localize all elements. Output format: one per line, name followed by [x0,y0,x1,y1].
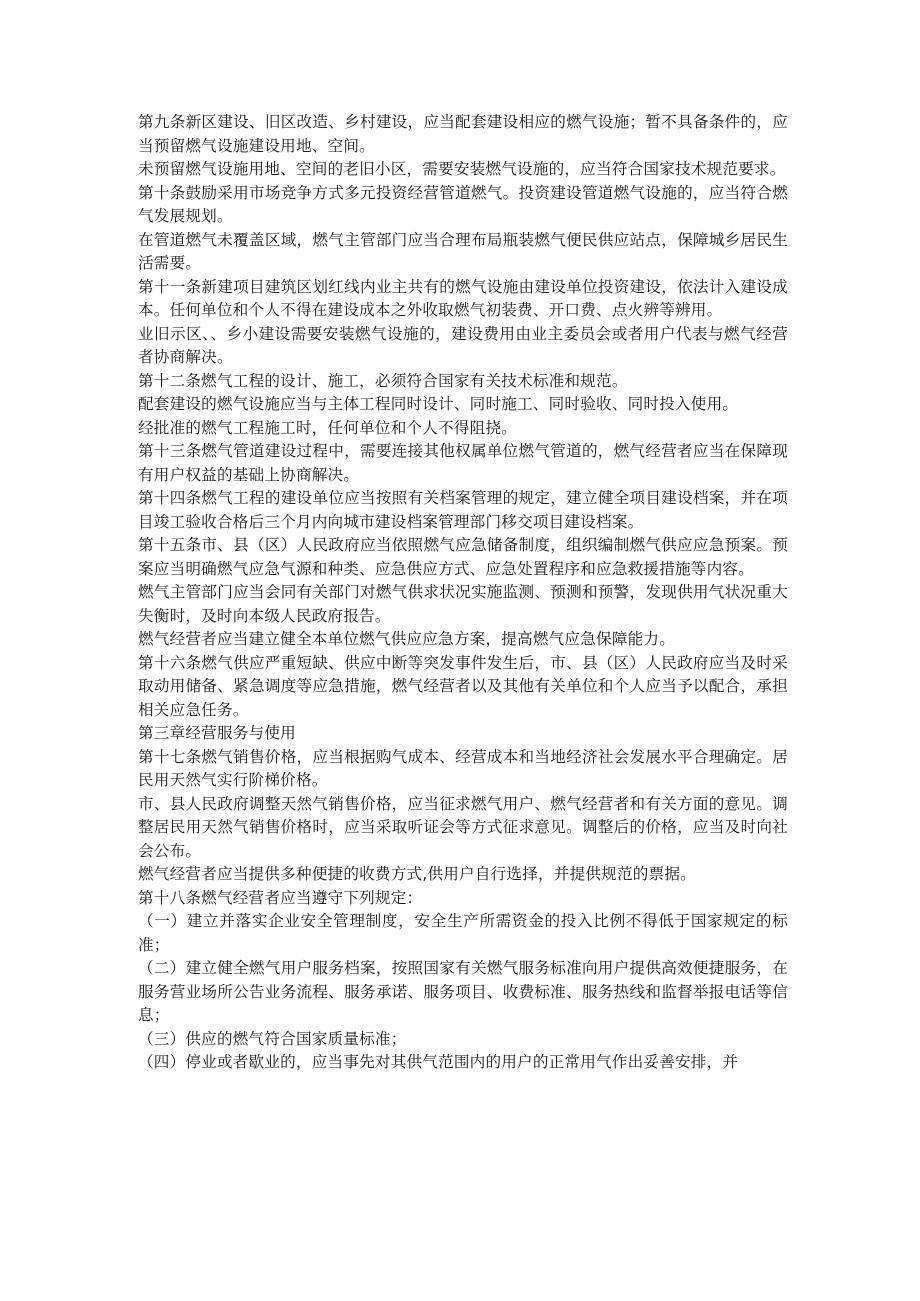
list-item-1: （一）建立并落实企业安全管理制度，安全生产所需资金的投入比例不得低于国家规定的标准； [138,912,788,954]
paragraph-price-adjustment: 市、县人民政府调整天然气销售价格，应当征求燃气用户、燃气经营者和有关方面的意见。调整居民用天然气销售价格时，应当采取听证会等方式征求意见。调整后的价格，应当及时向社会公布。 [138,794,788,860]
paragraph-article-17: 第十七条燃气销售价格，应当根据购气成本、经营成本和当地经济社会发展水平合理确定。居民用天然气实行阶梯价格。 [138,747,788,789]
paragraph-no-obstruction: 经批准的燃气工程施工时，任何单位和个人不得阻挠。 [138,418,518,437]
paragraph-bottled-gas: 在管道燃气未覆盖区域，燃气主管部门应当合理布局瓶装燃气便民供应站点，保障城乡居民生活需要。 [138,230,788,272]
paragraph-article-9: 第九条新区建设、旧区改造、乡村建设，应当配套建设相应的燃气设施；暂不具备条件的，应当预留燃气设施建设用地、空间。 [138,113,788,155]
paragraph-construction-fees: 业旧示区、、乡小建设需要安装燃气设施的，建设费用由业主委员会或者用户代表与燃气经营者协商解决。 [138,324,788,366]
paragraph-monitoring: 燃气主管部门应当会同有关部门对燃气供求状况实施监测、预测和预警，发现供用气状况重大失衡时，及时向本级人民政府报告。 [138,583,788,625]
document-body [138,111,788,1075]
paragraph-old-communities: 未预留燃气设施用地、空间的老旧小区，需要安装燃气设施的，应当符合国家技术规范要求。 [138,160,786,178]
paragraph-emergency-plan: 燃气经营者应当建立健全本单位燃气供应应急方案，提高燃气应急保障能力。 [138,630,675,648]
list-item-3: （三）供应的燃气符合国家质量标准； [138,1029,407,1048]
paragraph-article-12: 第十二条燃气工程的设计、施工，必须符合国家有关技术标准和规范。 [138,371,628,390]
paragraph-supporting-facilities: 配套建设的燃气设施应当与主体工程同时设计、同时施工、同时验收、同时投入使用。 [138,395,739,413]
list-item-4: （四）停业或者歇业的，应当事先对其供气范围内的用户的正常用气作出妥善安排，并 [138,1053,739,1071]
paragraph-article-10: 第十条鼓励采用市场竞争方式多元投资经营管道燃气。投资建设管道燃气设施的，应当符合燃气发展规划。 [138,183,788,225]
paragraph-article-14: 第十四条燃气工程的建设单位应当按照有关档案管理的规定，建立健全项目建设档案，并在项目竣工验收合格后三个月内向城市建设档案管理部门移交项目建设档案。 [138,489,788,531]
paragraph-article-15: 第十五条市、县（区）人民政府应当依照燃气应急储备制度，组织编制燃气供应应急预案。预案应当明确燃气应急气源和种类、应急供应方式、应急处置程序和应急救援措施等内容。 [138,536,788,578]
paragraph-article-13: 第十三条燃气管道建设过程中，需要连接其他权属单位燃气管道的，燃气经营者应当在保障现有用户权益的基础上协商解决。 [138,442,788,484]
chapter-heading-3: 第三章经营服务与使用 [138,724,296,742]
paragraph-article-16: 第十六条燃气供应严重短缺、供应中断等突发事件发生后，市、县（区）人民政府应当及时采取动用储备、紧急调度等应急措施，燃气经营者以及其他有关单位和个人应当予以配合，承担相关应急任务。 [138,653,788,719]
paragraph-payment-methods: 燃气经营者应当提供多种便捷的收费方式,供用户自行选择，并提供规范的票据。 [138,865,696,883]
paragraph-article-18: 第十八条燃气经营者应当遵守下列规定： [138,888,423,907]
paragraph-article-11: 第十一条新建项目建筑区划红线内业主共有的燃气设施由建设单位投资建设，依法计入建设成本。任何单位和个人不得在建设成本之外收取燃气初装费、开口费、点火辨等辨用。 [138,277,788,319]
list-item-2: （二）建立健全燃气用户服务档案，按照国家有关燃气服务标准向用户提供高效便捷服务，在服务营业场所公告业务流程、服务承诺、服务项目、收费标准、服务热线和监督举报电话等信息； [138,959,788,1024]
